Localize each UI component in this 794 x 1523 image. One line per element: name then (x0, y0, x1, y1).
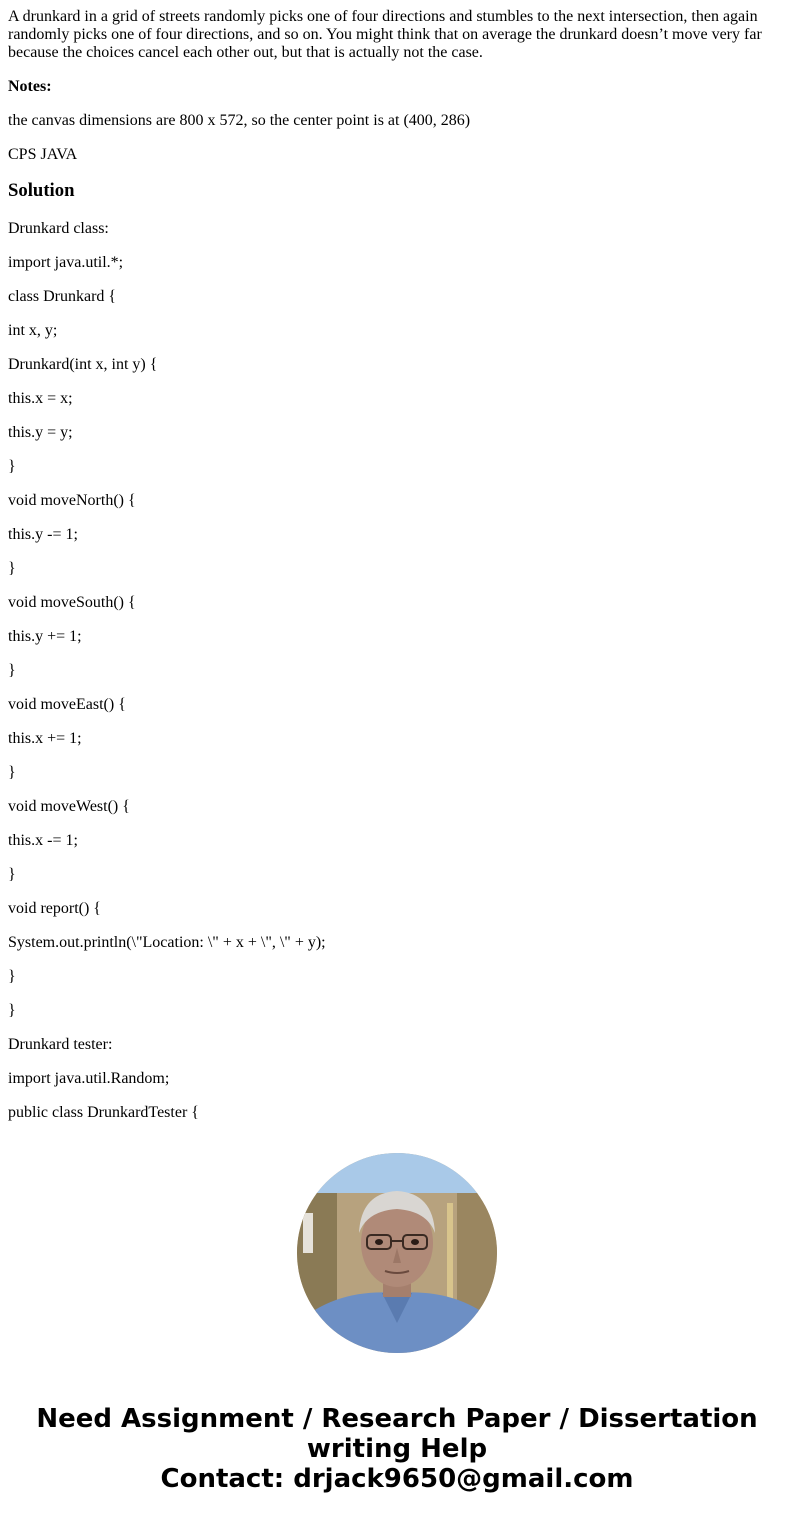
code-line: void moveWest() { (8, 798, 130, 815)
code-line: this.y -= 1; (8, 526, 78, 543)
notes-label-paragraph (8, 78, 786, 96)
code-line: this.y = y; (8, 424, 73, 441)
document-body (8, 8, 786, 1138)
tag-text: CPS JAVA (8, 146, 78, 163)
code-line: Drunkard tester: (8, 1036, 113, 1053)
solution-code (8, 220, 786, 1122)
code-line: void moveNorth() { (8, 492, 136, 509)
code-line: } (8, 662, 16, 679)
code-line: } (8, 458, 16, 475)
code-line: this.x += 1; (8, 730, 82, 747)
code-line: void moveEast() { (8, 696, 126, 713)
question-intro: A drunkard in a grid of streets randomly picks one of four directions and stumbles to the next intersection, then again randomly picks one of four directions, and so on. You might think that on average the drunkard doesn’t move very far because the choices cancel each other out, but that is actually not the case. (8, 8, 762, 61)
promo-banner (0, 1404, 794, 1494)
code-line: this.x -= 1; (8, 832, 78, 849)
code-line: } (8, 764, 16, 781)
code-line: } (8, 560, 16, 577)
code-line: int x, y; (8, 322, 58, 339)
code-line: } (8, 866, 16, 883)
code-line: Drunkard class: (8, 220, 109, 237)
code-line: System.out.println(\"Location: \" + x + \", \" + y); (8, 934, 326, 951)
code-line: public class DrunkardTester { (8, 1104, 199, 1121)
code-line: import java.util.*; (8, 254, 124, 271)
solution-heading: Solution (8, 180, 75, 201)
notes-label: Notes: (8, 78, 52, 95)
author-portrait-icon (297, 1153, 497, 1353)
code-line: class Drunkard { (8, 288, 117, 305)
code-line: void report() { (8, 900, 101, 917)
code-line: import java.util.Random; (8, 1070, 170, 1087)
code-line: this.y += 1; (8, 628, 82, 645)
code-line: } (8, 968, 16, 985)
code-line: Drunkard(int x, int y) { (8, 356, 158, 373)
promo-line-1: Need Assignment / Research Paper / Dissertation (36, 1404, 758, 1434)
notes-text: the canvas dimensions are 800 x 572, so the center point is at (400, 286) (8, 112, 471, 129)
promo-contact: Contact: drjack9650@gmail.com (160, 1464, 634, 1494)
promo-line-2: writing Help (306, 1434, 488, 1464)
code-line: this.x = x; (8, 390, 73, 407)
code-line: } (8, 1002, 16, 1019)
code-line: void moveSouth() { (8, 594, 136, 611)
author-avatar (297, 1153, 497, 1353)
